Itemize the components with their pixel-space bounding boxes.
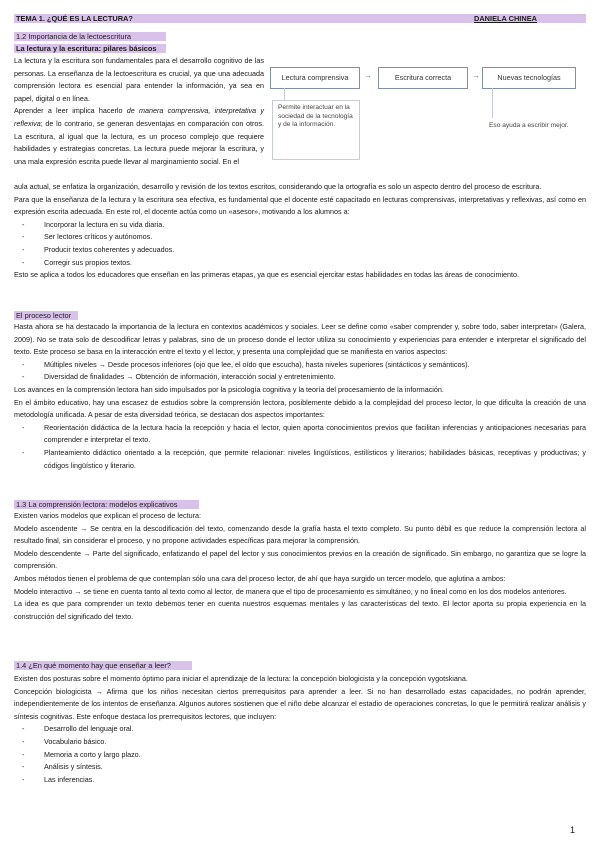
list-item: - Memoria a corto y largo plazo. bbox=[14, 749, 586, 762]
section-1-4-heading: 1.4 ¿En qué momento hay que enseñar a leer? bbox=[14, 661, 192, 670]
paragraph bbox=[14, 105, 264, 168]
process-heading: El proceso lector bbox=[14, 311, 78, 320]
list-item: - Desarrollo del lenguaje oral. bbox=[14, 723, 586, 736]
section-1-2-heading: 1.2 Importancia de la lectoescritura bbox=[14, 32, 166, 41]
arrow-icon: → bbox=[472, 71, 480, 80]
text-run: ; de lo contrario, se generan desventajas en comparación con otros. La escritura, al igual que la lectura, es un proceso complejo que requiere habilidades y estrategias concretas. La lectura puede mejorar la escritura, y una mala expresión escrita puede llevar al marginamiento social. En el bbox=[14, 118, 264, 166]
page-number: 1 bbox=[570, 825, 576, 835]
paragraph: La lectura y la escritura son fundamentales para el desarrollo cognitivo de las personas. La enseñanza de la lectoescritura es crucial, ya que una adecuada comprensión lectora es esencial para entender la información, ya sea en papel, digital o en línea. bbox=[14, 56, 264, 103]
text-run: Aprender a leer implica hacerlo bbox=[14, 106, 127, 116]
student-goals-list bbox=[14, 219, 586, 269]
list-item: - Vocabulario básico. bbox=[14, 736, 586, 749]
paragraph: aula actual, se enfatiza la organización, desarrollo y revisión de los textos escritos, considerando que la ortografía es solo un aspecto dentro del proceso de escritura. bbox=[14, 182, 542, 191]
header-title: TEMA 1. ¿QUÉ ES LA LECTURA? bbox=[16, 14, 133, 23]
paragraph: Concepción biologicista → Afirma que los niños necesitan ciertos prerrequisitos para aprender a leer. Si no han desarrollado estas capacidades, no podrán aprender, independientemente de los intentos de enseñanza. Algunos autores sostienen que el niño debe alcanzar el estadio de operaciones concretas, lo que le permitirá realizar análisis y síntesis cognitivas. Este enfoque destaca los prerrequisitos lectores, que incluyen: bbox=[14, 686, 586, 721]
paragraph: Modelo descendente → Parte del significado, enfatizando el papel del lector y sus conocimientos previos en la creación de significado. Sin embargo, no garantiza que se logre la comprensión. bbox=[14, 548, 586, 571]
emphasis-text: de manera comprensiva, interpretativa y reflexiva bbox=[14, 106, 264, 128]
list-item: - Múltiples niveles → Desde procesos inferiores (ojo que lee, el oído que escucha), hasta niveles superiores (sintácticos y semánticos). bbox=[14, 359, 586, 372]
didactic-aspects-list bbox=[14, 422, 586, 472]
section-1-2-subheading: La lectura y la escritura: pilares básicos bbox=[14, 44, 166, 53]
diagram-note-society: Permite interactuar en la sociedad de la tecnología y de la información. bbox=[272, 100, 360, 160]
list-item: - Las inferencias. bbox=[14, 774, 586, 787]
list-item: - Reorientación didáctica de la lectura hacia la recepción y hacia el lector, quien aporta conocimientos previos que facilitan inferencias y anticipaciones necesarias para comprender e interpretar el texto. bbox=[14, 422, 586, 447]
section-1-3-heading: 1.3 La comprensión lectora: modelos explicativos bbox=[14, 500, 199, 509]
paragraph: Modelo interactivo → se tiene en cuenta tanto al texto como al lector, de manera que el tipo de procesamiento es simultáneo, y no lineal como en los dos modelos anteriores. bbox=[14, 586, 567, 596]
paragraph: La idea es que para comprender un texto debemos tener en cuenta nuestros esquemas mentales y las características del texto. El lector aporta su propia experiencia en la construcción del significado del texto. bbox=[14, 599, 586, 621]
list-item: - Producir textos coherentes y adecuados. bbox=[14, 244, 586, 257]
process-body bbox=[14, 321, 586, 472]
section-1-4-body bbox=[14, 673, 586, 786]
prerequisites-list bbox=[14, 723, 586, 786]
section-1-2-left-column bbox=[14, 55, 264, 168]
list-item: - Corregir sus propios textos. bbox=[14, 257, 586, 270]
list-item: - Análisis y síntesis. bbox=[14, 761, 586, 774]
list-item: - Planteamiento didáctico orientado a la recepción, que permite relacionar: niveles lingüísticos, estilísticos y literarios; habilidades básicas, receptivas y productivas; y códigos lingüístico y literario. bbox=[14, 447, 586, 472]
paragraph: En el ámbito educativo, hay una escasez de estudios sobre la comprensión lectora, posiblemente debido a la complejidad del proceso lector, lo que dificulta la creación de una metodología unificada. A pesar de esta diversidad teórica, se destacan dos aspectos importantes: bbox=[14, 397, 586, 420]
paragraph: Modelo ascendente → Se centra en la descodificación del texto, comenzando desde la grafía hasta el texto completo. Su punto débil es que reduce la comprensión lectora al resultado final, sin considerar el proceso, y no propone actividades específicas para mejorar la comprensión. bbox=[14, 523, 586, 546]
process-aspects-list bbox=[14, 359, 586, 384]
connector-line bbox=[284, 88, 285, 100]
paragraph: Existen varios modelos que explican el proceso de lectura: bbox=[14, 511, 201, 520]
diagram-box-writing: Escritura correcta bbox=[378, 67, 468, 89]
diagram-note-writing: Eso ayuda a escribir mejor. bbox=[484, 119, 574, 147]
paragraph: Para que la enseñanza de la lectura y la escritura sea efectiva, es fundamental que el docente esté capacitado en lecturas comprensivas, interpretativas y reflexivas, así como en expresión escrita adecuada. En este rol, el docente actúa como un «asesor», motivando a los alumnos a: bbox=[14, 194, 586, 217]
concept-diagram bbox=[270, 55, 588, 175]
section-1-2-body bbox=[14, 181, 586, 282]
paragraph: Los avances en la comprensión lectora han sido impulsados por la psicología cognitiva y la teoría del procesamiento de la información. bbox=[14, 384, 444, 394]
header-author: DANIELA CHINEA bbox=[474, 14, 537, 23]
list-item: - Diversidad de finalidades → Obtención de información, interacción social y entretenimiento. bbox=[14, 371, 586, 384]
section-1-3-body bbox=[14, 510, 586, 623]
paragraph: Hasta ahora se ha destacado la importancia de la lectura en contextos académicos y sociales. Leer se define como «saber comprender y, sobre todo, saber interpretar» (Galera, 2009). No se trata solo de descodificar letras y palabras, sino de un proceso donde el lector utiliza su conocimiento y experiencias para entender e interpretar el significado del texto. Este proceso se basa en la interacción entre el texto y el lector, y presenta una complejidad que se manifiesta en varios aspectos: bbox=[14, 322, 586, 357]
list-item: - Ser lectores críticos y autónomos. bbox=[14, 231, 586, 244]
list-item: - Incorporar la lectura en su vida diaria. bbox=[14, 219, 586, 232]
paragraph: Ambos métodos tienen el problema de que contemplan sólo una cara del proceso lector, de ahí que haya surgido un tercer modelo, que aglutina a ambos: bbox=[14, 573, 506, 583]
diagram-box-technologies: Nuevas tecnologías bbox=[482, 67, 576, 89]
paragraph: Esto se aplica a todos los educadores que enseñan en las primeras etapas, ya que es esencial ejercitar estas habilidades en todas las áreas de conocimiento. bbox=[14, 270, 520, 280]
arrow-icon: → bbox=[364, 71, 372, 80]
paragraph: Existen dos posturas sobre el momento óptimo para iniciar el aprendizaje de la lectura: la concepción biologicista y la concepción vygotskiana. bbox=[14, 674, 468, 683]
connector-line bbox=[492, 88, 493, 118]
diagram-box-reading: Lectura comprensiva bbox=[270, 67, 360, 89]
